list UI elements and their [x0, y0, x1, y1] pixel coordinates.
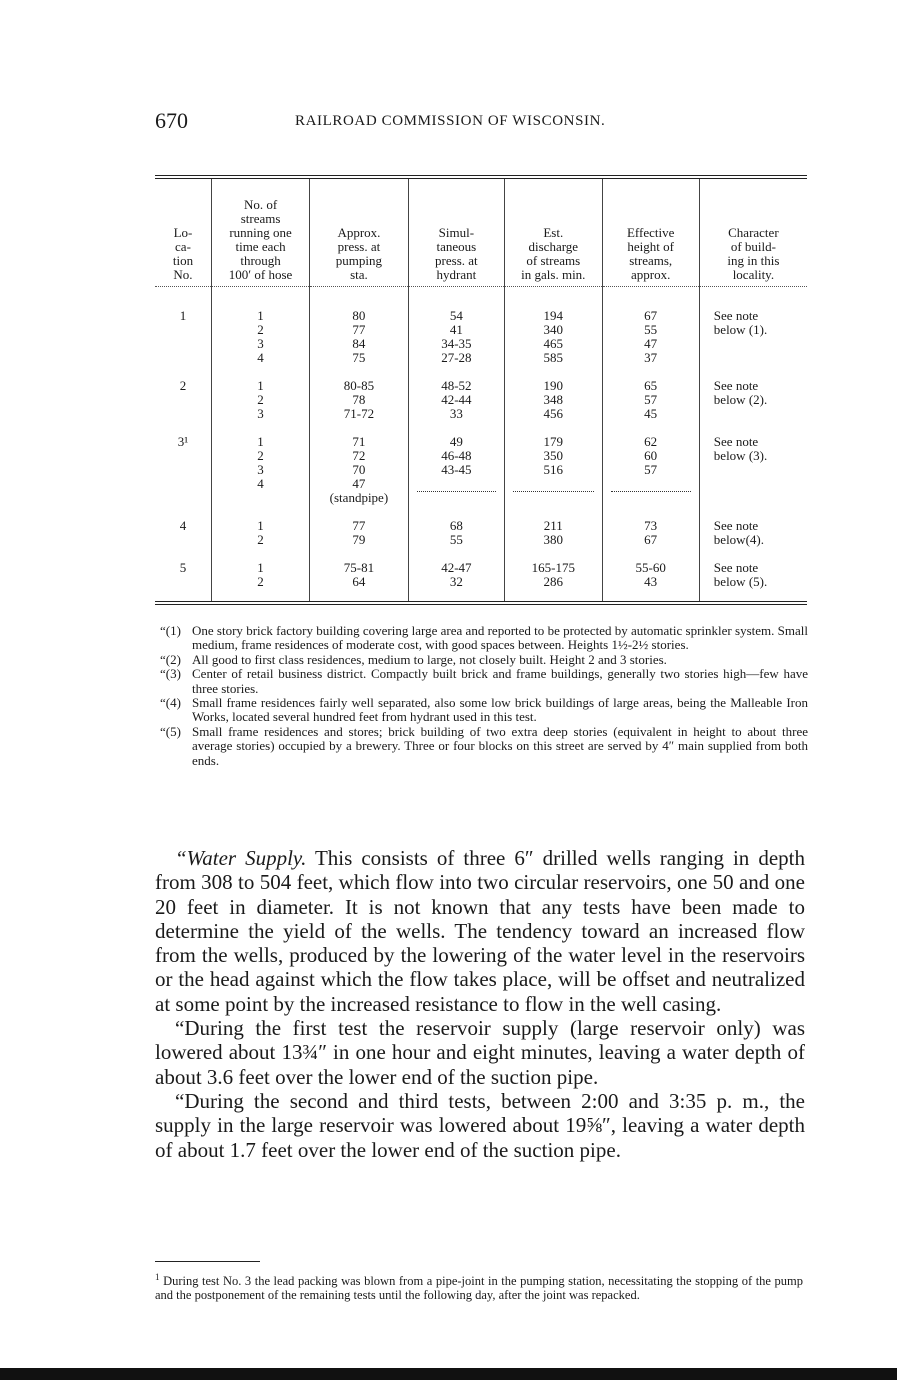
cell-value: 67 [644, 308, 658, 323]
cell-value: 190 [543, 378, 564, 393]
header-line: sta. [350, 267, 368, 282]
cell-value: 2 [257, 574, 264, 589]
cell-value: 465 [543, 336, 564, 351]
cell-value: 1 [257, 308, 264, 323]
cell-value: below (5). [713, 574, 768, 589]
cell-value: 585 [543, 350, 564, 365]
table-row [155, 505, 807, 547]
building-character-cell [699, 365, 807, 421]
cell-value: 46-48 [441, 448, 472, 463]
discharge-cell [505, 287, 603, 366]
paragraph-first-test: “During the first test the reservoir supply (large reservoir only) was lowered about 13¾″ in one hour and eight minutes, leaving a water depth of about 3.6 feet over the lower end of the suction pipe. [155, 1016, 805, 1089]
header-line: taneous [436, 239, 477, 254]
cell-value: (standpipe) [329, 490, 389, 505]
location-cell [155, 421, 211, 505]
header-pumping-pressure [310, 179, 409, 287]
cell-value: 55-60 [635, 560, 666, 575]
cell-value: 65 [644, 378, 658, 393]
cell-value: 3 [257, 406, 264, 421]
note-tag: “(3) [160, 666, 181, 682]
note-tag: “(5) [160, 723, 181, 739]
cell-value: 70 [352, 462, 366, 477]
cell-value: 62 [644, 434, 658, 449]
cell-value: 48-52 [441, 378, 472, 393]
cell-value: See note [713, 378, 759, 393]
header-line: height of [627, 239, 674, 254]
location-cell [155, 505, 211, 547]
scan-bottom-edge [0, 1368, 897, 1380]
cell-value: 47 [352, 476, 366, 491]
cell-value: 456 [543, 406, 564, 421]
cell-value: 2 [257, 448, 264, 463]
header-line: time each [235, 239, 286, 254]
cell-value: 42-47 [441, 560, 472, 575]
page-header [155, 108, 805, 138]
header-line: streams, [629, 253, 673, 268]
cell-value: 348 [543, 392, 564, 407]
cell-value: 78 [352, 392, 366, 407]
building-character-cell [699, 421, 807, 505]
cell-value: See note [713, 560, 759, 575]
cell-value: 2 [257, 392, 264, 407]
footnote [155, 1270, 803, 1302]
header-line: locality. [732, 267, 775, 282]
cell-value: 84 [352, 336, 366, 351]
hydrant-pressure-cell [408, 287, 504, 366]
note-tag: “(4) [160, 695, 181, 711]
paragraph-text: This consists of three 6″ drilled wells ranging in depth from 308 to 504 feet, which flow into two circular reservoirs, one 50 and one 20 feet in diameter. It is not known that any tests have been made to determine the yield of the wells. The tendency toward an increased flow from the wells, produced by the lowering of the water level in the reservoirs or the head against which the flow takes place, will be offset and neutralized at some point by the increased resistance to flow in the well casing. [155, 846, 805, 1016]
stream-height-cell [602, 365, 699, 421]
streams-cell [211, 547, 309, 601]
pumping-pressure-cell [310, 365, 409, 421]
table-row [155, 421, 807, 505]
discharge-cell [505, 365, 603, 421]
stream-height-cell [602, 505, 699, 547]
cell-value: 340 [543, 322, 564, 337]
building-character-cell [699, 287, 807, 366]
discharge-cell [505, 421, 603, 505]
discharge-cell [505, 547, 603, 601]
cell-value: below(4). [713, 532, 764, 547]
cell-value: below (3). [713, 448, 768, 463]
note-4 [160, 696, 808, 725]
cell-value: 5 [179, 560, 187, 575]
header-discharge [505, 179, 603, 287]
page-number: 670 [155, 108, 188, 133]
hydrant-pressure-cell [408, 505, 504, 547]
cell-value: See note [713, 518, 759, 533]
cell-value: 54 [449, 308, 463, 323]
cell-value: 41 [449, 322, 463, 337]
header-line: in gals. min. [521, 267, 586, 282]
pumping-pressure-cell [310, 505, 409, 547]
cell-value: 71-72 [343, 406, 375, 421]
note-text: One story brick factory building covering large area and reported to be protected by automatic sprinkler system. Small medium, frame residences of moderate cost, with good spaces between. Heights 1½-2½ stories. [192, 623, 808, 653]
cell-value: 67 [644, 532, 658, 547]
table-body [155, 287, 807, 602]
section-lead: “Water Supply. [175, 846, 307, 870]
cell-value: See note [713, 434, 759, 449]
header-line: of streams [526, 253, 581, 268]
cell-value: 3¹ [177, 434, 189, 449]
location-cell [155, 287, 211, 366]
pumping-pressure-cell [310, 421, 409, 505]
cell-value: 80 [352, 308, 366, 323]
header-line: running one [229, 225, 292, 240]
footnote-text: During test No. 3 the lead packing was blown from a pipe-joint in the pumping station, necessitating the stopping of the pump and the postponement of the remaining tests until the following day, after the joint was repacked. [155, 1274, 803, 1303]
header-line: Lo- [173, 225, 193, 240]
cell-value: 57 [644, 462, 658, 477]
cell-value: 43-45 [441, 462, 472, 477]
streams-cell [211, 365, 309, 421]
header-hydrant-pressure [408, 179, 504, 287]
cell-value: 4 [257, 350, 264, 365]
cell-value: 43 [644, 574, 658, 589]
header-line: No. of [243, 197, 278, 212]
cell-value: See note [713, 308, 759, 323]
header-line: pumping [335, 253, 383, 268]
body-text [155, 846, 805, 1162]
note-tag: “(1) [160, 623, 181, 638]
cell-value: 34-35 [441, 336, 472, 351]
cell-value: 45 [644, 406, 658, 421]
cell-value: 75-81 [343, 560, 375, 575]
cell-value: 1 [179, 308, 187, 323]
header-line: ca- [175, 239, 191, 254]
header-building-character [699, 179, 807, 287]
table-row [155, 287, 807, 366]
cell-value: 47 [644, 336, 658, 351]
stream-height-cell [602, 421, 699, 505]
cell-value: 80-85 [343, 378, 375, 393]
header-line: 100′ of hose [228, 267, 293, 282]
streams-cell [211, 287, 309, 366]
paragraph-second-third-tests: “During the second and third tests, between 2:00 and 3:35 p. m., the supply in the large reservoir was lowered about 19⅝″, leaving a water depth of about 1.7 feet over the lower end of the suction pipe. [155, 1088, 805, 1162]
cell-value: 286 [543, 574, 564, 589]
cell-value: 64 [352, 574, 366, 589]
header-location [155, 179, 211, 287]
cell-value: 4 [257, 476, 264, 491]
note-text: Center of retail business district. Compactly built brick and frame buildings, generally two stories high—few have three stories. [192, 666, 808, 696]
cell-value: 211 [543, 518, 563, 533]
footnote-rule [155, 1261, 260, 1262]
running-title: RAILROAD COMMISSION OF WISCONSIN. [295, 113, 606, 129]
table-row [155, 547, 807, 601]
cell-value: 60 [644, 448, 658, 463]
pumping-pressure-cell [310, 547, 409, 601]
streams-cell [211, 421, 309, 505]
cell-value: 79 [352, 532, 366, 547]
cell-value: 1 [257, 434, 264, 449]
header-line: press. at [435, 253, 478, 268]
dotted-leader [513, 477, 594, 492]
cell-value: 71 [352, 434, 366, 449]
note-3 [160, 667, 808, 696]
cell-value: 179 [543, 434, 564, 449]
cell-value: 32 [449, 574, 463, 589]
building-character-cell [699, 505, 807, 547]
header-line: Est. [543, 225, 564, 240]
cell-value: 1 [257, 378, 264, 393]
header-line: streams [240, 211, 281, 226]
header-line: hydrant [436, 267, 477, 282]
header-line: press. at [337, 239, 381, 254]
header-streams [211, 179, 309, 287]
header-line: discharge [528, 239, 579, 254]
cell-value: 194 [543, 308, 564, 323]
building-character-cell [699, 547, 807, 601]
cell-value: 33 [449, 406, 463, 421]
cell-value: 75 [352, 350, 366, 365]
cell-value: 27-28 [441, 350, 472, 365]
header-line: tion [172, 253, 194, 268]
hydrant-pressure-cell [408, 547, 504, 601]
cell-value: 55 [449, 532, 463, 547]
header-line: approx. [630, 267, 671, 282]
cell-value: below (1). [713, 322, 768, 337]
cell-value: 3 [257, 462, 264, 477]
note-text: Small frame residences and stores; brick building of two extra deep stories (equivalent in height to about three average stories) occupied by a brewery. Three or four blocks on this street are served by 4″ main supplied from both ends. [192, 723, 808, 768]
cell-value: 2 [257, 532, 264, 547]
data-table [155, 175, 807, 605]
footnote-marker: 1 [155, 1272, 160, 1282]
header-line: ing in this [727, 253, 780, 268]
header-line: No. [173, 267, 193, 282]
header-line: of build- [730, 239, 776, 254]
header-line: Simul- [438, 225, 475, 240]
cell-value: 68 [449, 518, 463, 533]
header-stream-height [602, 179, 699, 287]
discharge-cell [505, 505, 603, 547]
header-line: Character [728, 225, 779, 240]
note-1 [160, 624, 808, 653]
cell-value: 37 [644, 350, 658, 365]
header-line: Approx. [337, 225, 381, 240]
cell-value: 1 [257, 518, 264, 533]
cell-value: 72 [352, 448, 366, 463]
note-text: Small frame residences fairly well separated, also some low brick buildings of large areas, being the Malleable Iron Works, located several hundred feet from hydrant used in this test. [192, 695, 808, 725]
note-tag: “(2) [160, 651, 181, 667]
cell-value: 49 [449, 434, 463, 449]
header-line: Effective [626, 225, 675, 240]
cell-value: 3 [257, 336, 264, 351]
note-2 [160, 653, 808, 667]
cell-value: 516 [543, 462, 564, 477]
hydrant-pressure-cell [408, 421, 504, 505]
hydrant-pressure-cell [408, 365, 504, 421]
cell-value: 165-175 [531, 560, 575, 575]
table-bottom-rule [155, 601, 807, 605]
location-cell [155, 365, 211, 421]
stream-height-cell [602, 287, 699, 366]
table-notes [160, 624, 808, 768]
dotted-leader [417, 477, 496, 492]
paragraph-water-supply [155, 846, 805, 1016]
cell-value: 57 [644, 392, 658, 407]
cell-value: 73 [644, 518, 658, 533]
table-row [155, 365, 807, 421]
pumping-pressure-cell [310, 287, 409, 366]
cell-value: 2 [179, 378, 187, 393]
cell-value: 2 [257, 322, 264, 337]
cell-value: 4 [179, 518, 187, 533]
cell-value: 77 [352, 518, 366, 533]
cell-value: 77 [352, 322, 366, 337]
header-line: through [240, 253, 281, 268]
cell-value: 42-44 [441, 392, 472, 407]
cell-value: 55 [644, 322, 658, 337]
cell-value: below (2). [713, 392, 768, 407]
streams-cell [211, 505, 309, 547]
note-5 [160, 725, 808, 768]
cell-value: 1 [257, 560, 264, 575]
location-cell [155, 547, 211, 601]
cell-value: 350 [543, 448, 564, 463]
cell-value: 380 [543, 532, 564, 547]
stream-height-cell [602, 547, 699, 601]
dotted-leader [611, 477, 691, 492]
note-text: All good to first class residences, medium to large, not closely built. Height 2 and 3 stories. [192, 651, 667, 667]
